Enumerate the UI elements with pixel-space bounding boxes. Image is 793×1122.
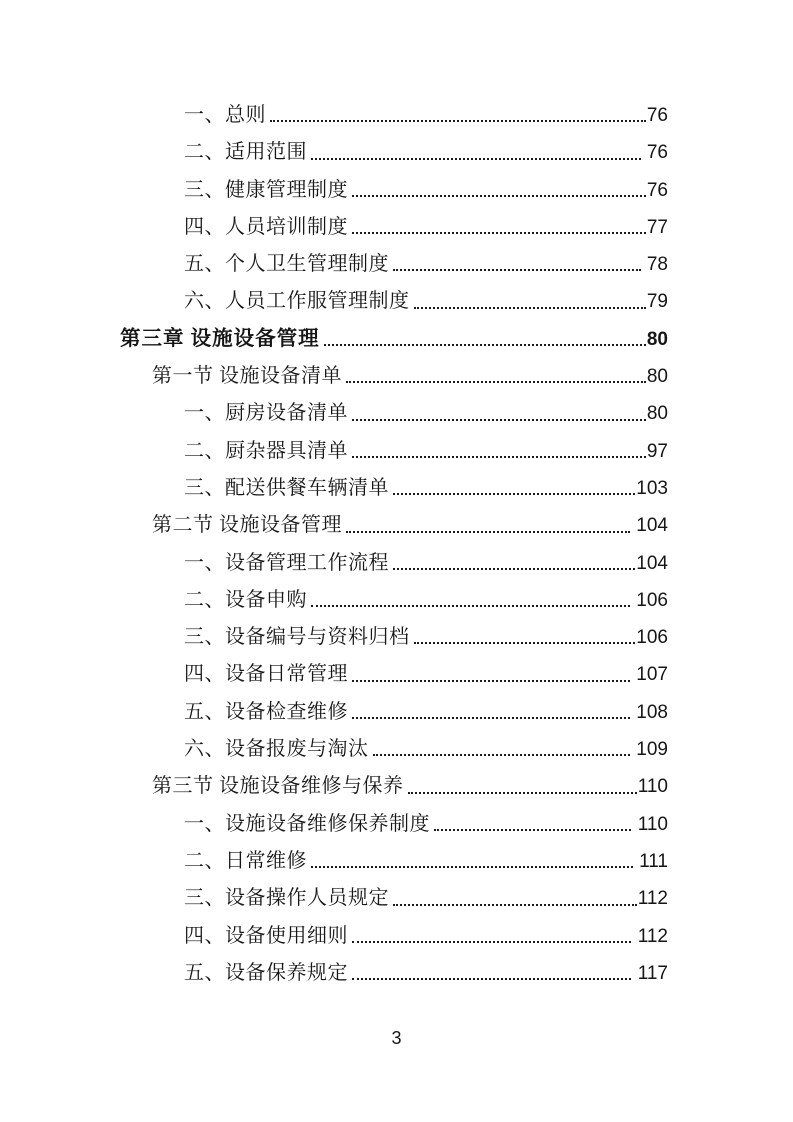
toc-entry-page-number: 103 xyxy=(636,477,668,499)
toc-entry-page-number: 106 xyxy=(636,627,668,649)
dot-leader xyxy=(352,680,630,682)
toc-entry-page-number: 104 xyxy=(636,552,668,574)
toc-entry-title: 六、人员工作服管理制度 xyxy=(184,290,410,313)
toc-entry[interactable] xyxy=(120,768,668,805)
toc-entry-title: 第一节 设施设备清单 xyxy=(152,365,342,388)
toc-entry-page-number: 97 xyxy=(646,440,668,462)
toc-entry[interactable] xyxy=(120,358,668,395)
dot-leader xyxy=(373,754,631,756)
toc-entry-page-number: 80 xyxy=(646,328,668,350)
dot-leader xyxy=(352,941,631,943)
toc-entry-page-number: 76 xyxy=(641,142,668,164)
dot-leader xyxy=(352,717,630,719)
toc-entry-title: 五、个人卫生管理制度 xyxy=(184,253,389,276)
toc-entry-title: 三、设备操作人员规定 xyxy=(184,887,389,910)
toc-entry[interactable] xyxy=(120,433,668,470)
dot-leader xyxy=(414,642,636,644)
toc-entry-page-number: 117 xyxy=(632,962,668,984)
dot-leader xyxy=(352,456,646,458)
toc-entry[interactable] xyxy=(120,507,668,544)
toc-entry-title: 二、设备申购 xyxy=(184,588,307,611)
toc-entry[interactable] xyxy=(120,172,668,209)
toc-entry[interactable] xyxy=(120,321,668,358)
toc-entry-page-number: 106 xyxy=(631,589,668,611)
toc-entry[interactable] xyxy=(120,209,668,246)
toc-entry-title: 一、设备管理工作流程 xyxy=(184,551,389,574)
toc-entry-title: 二、厨杂器具清单 xyxy=(184,439,348,462)
toc-entry-page-number: 76 xyxy=(646,179,668,201)
toc-entry-title: 三、设备编号与资料归档 xyxy=(184,626,410,649)
toc-entry[interactable] xyxy=(120,731,668,768)
page-footer xyxy=(0,1026,793,1050)
dot-leader xyxy=(352,195,646,197)
toc-entry-page-number: 104 xyxy=(631,515,668,537)
toc-entry[interactable] xyxy=(120,582,668,619)
toc-entry-page-number: 78 xyxy=(641,254,668,276)
toc-entry[interactable] xyxy=(120,694,668,731)
toc-entry-page-number: 110 xyxy=(637,776,668,798)
toc-entry[interactable] xyxy=(120,806,668,843)
toc-entry[interactable] xyxy=(120,918,668,955)
toc-entry-page-number: 112 xyxy=(632,925,668,947)
toc-entry-title: 三、健康管理制度 xyxy=(184,178,348,201)
toc-entry-title: 四、人员培训制度 xyxy=(184,215,348,238)
toc-entry-title: 二、适用范围 xyxy=(184,141,307,164)
toc-entry-title: 五、设备保养规定 xyxy=(184,961,348,984)
toc-entry[interactable] xyxy=(120,283,668,320)
dot-leader xyxy=(311,605,630,607)
toc-entry-title: 第三章 设施设备管理 xyxy=(120,327,320,350)
toc-entry[interactable] xyxy=(120,134,668,171)
dot-leader xyxy=(408,792,637,794)
toc-entry-title: 一、设施设备维修保养制度 xyxy=(184,812,430,835)
toc-entry-page-number: 109 xyxy=(631,739,668,761)
toc-entry[interactable] xyxy=(120,545,668,582)
dot-leader xyxy=(346,531,630,533)
toc-entry-page-number: 79 xyxy=(646,291,668,313)
toc-entry-title: 第二节 设施设备管理 xyxy=(152,514,342,537)
footer-page-number: 3 xyxy=(391,1028,402,1048)
toc-entry[interactable] xyxy=(120,656,668,693)
toc-entry-page-number: 80 xyxy=(646,366,668,388)
toc-entry-title: 三、配送供餐车辆清单 xyxy=(184,476,389,499)
toc-entry-title: 五、设备检查维修 xyxy=(184,700,348,723)
toc-entry-page-number: 107 xyxy=(631,664,668,686)
toc-entry-page-number: 76 xyxy=(646,105,668,126)
toc-entry-page-number: 110 xyxy=(632,813,668,835)
toc-entry[interactable] xyxy=(120,619,668,656)
dot-leader xyxy=(434,829,631,831)
toc-entry-page-number: 108 xyxy=(631,701,668,723)
toc-entry-title: 第三节 设施设备维修与保养 xyxy=(152,775,404,798)
dot-leader xyxy=(352,978,631,980)
toc-entry[interactable] xyxy=(120,97,668,134)
toc-entry-title: 四、设备使用细则 xyxy=(184,924,348,947)
toc-entry[interactable] xyxy=(120,955,668,992)
dot-leader xyxy=(393,493,635,495)
dot-leader xyxy=(393,568,635,570)
dot-leader xyxy=(311,158,641,160)
toc-entry-title: 四、设备日常管理 xyxy=(184,663,348,686)
toc-entry[interactable] xyxy=(120,395,668,432)
toc-entry-title: 六、设备报废与淘汰 xyxy=(184,738,369,761)
dot-leader xyxy=(393,269,641,271)
toc-entry[interactable] xyxy=(120,880,668,917)
dot-leader xyxy=(352,232,646,234)
toc-entry-title: 一、厨房设备清单 xyxy=(184,402,348,425)
dot-leader xyxy=(414,307,646,309)
dot-leader xyxy=(270,120,646,122)
toc-entry-page-number: 77 xyxy=(646,216,668,238)
toc-entry-page-number: 111 xyxy=(633,850,668,872)
toc-entry[interactable] xyxy=(120,843,668,880)
toc-entry[interactable] xyxy=(120,246,668,283)
dot-leader xyxy=(393,904,637,906)
toc-entry-page-number: 112 xyxy=(637,888,668,910)
toc-entry-title: 二、日常维修 xyxy=(184,849,307,872)
table-of-contents xyxy=(120,97,668,992)
toc-entry[interactable] xyxy=(120,470,668,507)
dot-leader xyxy=(352,419,646,421)
dot-leader xyxy=(324,344,646,346)
toc-entry-page-number: 80 xyxy=(646,403,668,425)
dot-leader xyxy=(346,381,646,383)
toc-entry-title: 一、总则 xyxy=(184,104,266,126)
dot-leader xyxy=(311,866,633,868)
